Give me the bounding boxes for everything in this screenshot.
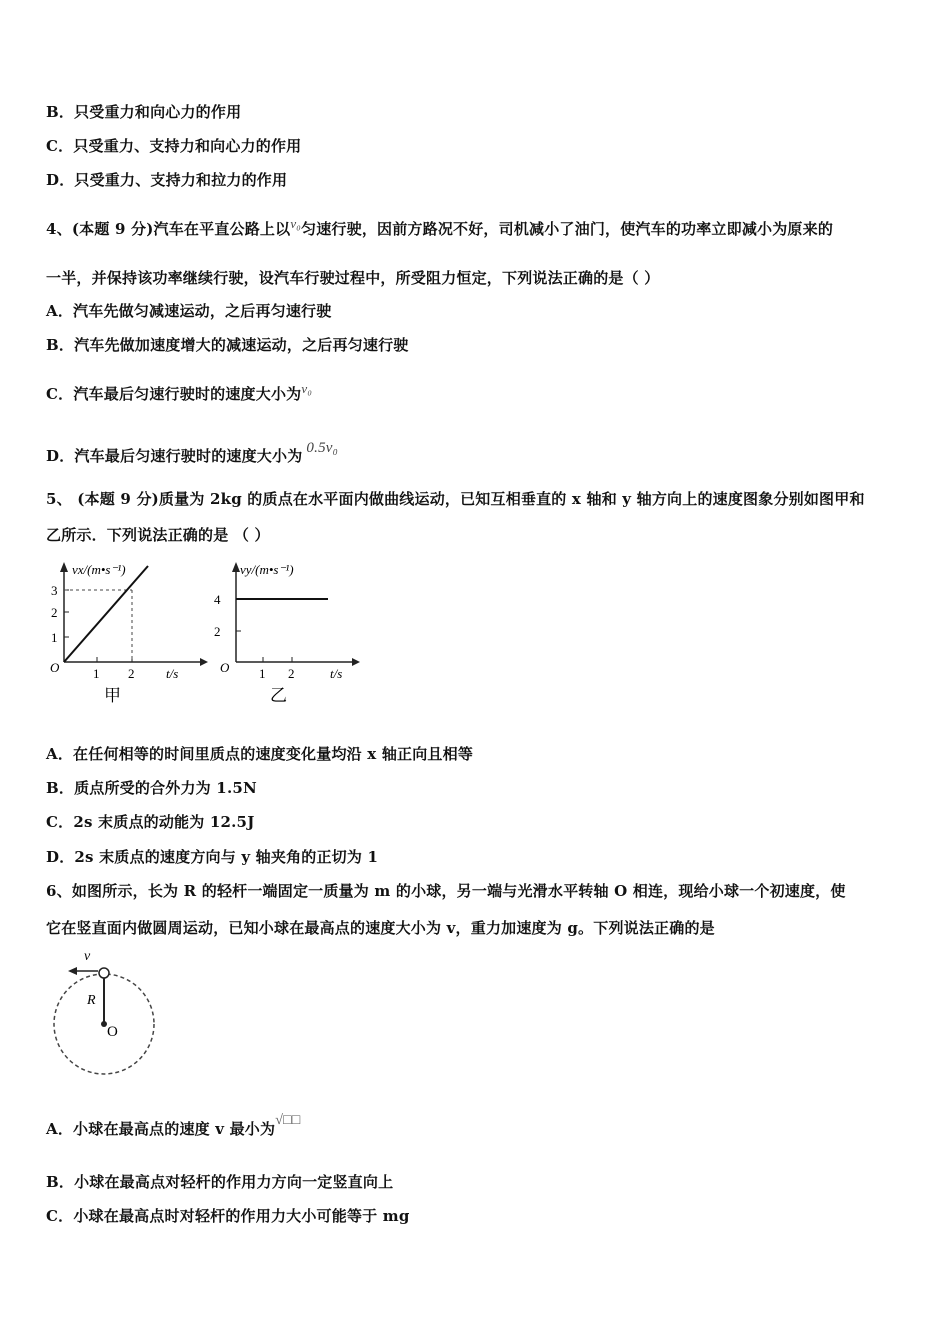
ball: [99, 968, 109, 978]
graph-jia: [44, 556, 214, 708]
graph-jia-xlabel: t/s: [166, 666, 179, 681]
q6-stem-line2: 它在竖直面内做圆周运动，已知小球在最高点的速度大小为 v，重力加速度为 g。下列说法正确的是: [46, 919, 715, 937]
q3-option-c: C．只受重力、支持力和向心力的作用: [46, 137, 302, 155]
q6-option-a-text: A．小球在最高点的速度 v 最小为: [46, 1120, 276, 1138]
graph-yi-xtick-1: 1: [259, 666, 266, 681]
q4-option-d-text: D．汽车最后匀速行驶时的速度大小为: [46, 447, 303, 465]
q6-option-a-math: √□□: [275, 1113, 301, 1128]
graph-jia-ytick-3: 3: [51, 583, 58, 598]
q4-stem-post: 匀速行驶，因前方路况不好，司机减小了油门，使汽车的功率立即减小为原来的: [301, 220, 834, 238]
pivot-label: O: [107, 1024, 118, 1040]
graph-yi-ytick-4: 4: [214, 592, 221, 607]
graph-jia-ytick-2: 2: [51, 605, 58, 620]
graph-jia-ylabel: vx/(m•s⁻¹): [72, 562, 126, 577]
graph-yi-xlabel: t/s: [330, 666, 343, 681]
graph-yi-ytick-2: 2: [214, 624, 221, 639]
q5-option-d: D．2s 末质点的速度方向与 y 轴夹角的正切为 1: [46, 848, 379, 866]
q4-option-c: [46, 381, 312, 404]
q4-option-a: A．汽车先做匀减速运动，之后再匀速行驶: [46, 302, 332, 320]
graph-jia-xtick-2: 2: [128, 666, 135, 681]
graph-jia-line: [64, 566, 148, 662]
q4-stem-line1: [46, 216, 833, 239]
graph-jia-ytick-1: 1: [51, 630, 58, 645]
q3-option-b: B．只受重力和向心力的作用: [46, 103, 242, 121]
graph-yi-xtick-2: 2: [288, 666, 295, 681]
velocity-label: v: [84, 949, 91, 964]
graph-jia-origin: O: [50, 660, 60, 675]
q5-option-b: B．质点所受的合外力为 1.5N: [46, 779, 257, 797]
q4-option-d-math: 0.5v₀: [306, 440, 339, 456]
graph-yi-origin: O: [220, 660, 230, 675]
q4-option-d: [46, 440, 338, 466]
circle-figure: [44, 942, 164, 1087]
q4-stem-line2: 一半，并保持该功率继续行驶，设汽车行驶过程中，所受阻力恒定，下列说法正确的是（ ）: [46, 269, 660, 287]
graph-jia-xtick-1: 1: [93, 666, 100, 681]
graph-yi: [214, 556, 384, 708]
q6-option-c: C．小球在最高点时对轻杆的作用力大小可能等于 mg: [46, 1207, 410, 1225]
q6-option-b: B．小球在最高点对轻杆的作用力方向一定竖直向上: [46, 1173, 394, 1191]
graph-yi-caption: 乙: [270, 686, 287, 705]
graph-jia-caption: 甲: [104, 686, 121, 705]
q5-option-a: A．在任何相等的时间里质点的速度变化量均沿 x 轴正向且相等: [46, 745, 474, 763]
graph-yi-ylabel: vy/(m•s⁻¹): [240, 562, 294, 577]
q4-stem-pre: 4、(本题 9 分)汽车在平直公路上以: [46, 220, 291, 238]
q5-stem-line2: 乙所示．下列说法正确的是 （ ）: [46, 526, 270, 544]
q3-option-d: D．只受重力、支持力和拉力的作用: [46, 171, 288, 189]
q4-stem-var: v₀: [290, 216, 302, 231]
q6-option-a: [46, 1113, 300, 1139]
q4-option-c-text: C．汽车最后匀速行驶时的速度大小为: [46, 385, 302, 403]
q4-option-c-math: v₀: [301, 381, 313, 396]
q6-stem-line1: 6、如图所示，长为 R 的轻杆一端固定一质量为 m 的小球，另一端与光滑水平转轴 O 相连，现给小球一个初速度，使: [46, 882, 846, 900]
q5-stem-line1: 5、 (本题 9 分)质量为 2kg 的质点在水平面内做曲线运动，已知互相垂直的 x 轴和 y 轴方向上的速度图象分别如图甲和: [46, 490, 865, 508]
radius-label: R: [87, 993, 96, 1008]
q5-option-c: C．2s 末质点的动能为 12.5J: [46, 813, 255, 831]
q4-option-b: B．汽车先做加速度增大的减速运动，之后再匀速行驶: [46, 336, 409, 354]
